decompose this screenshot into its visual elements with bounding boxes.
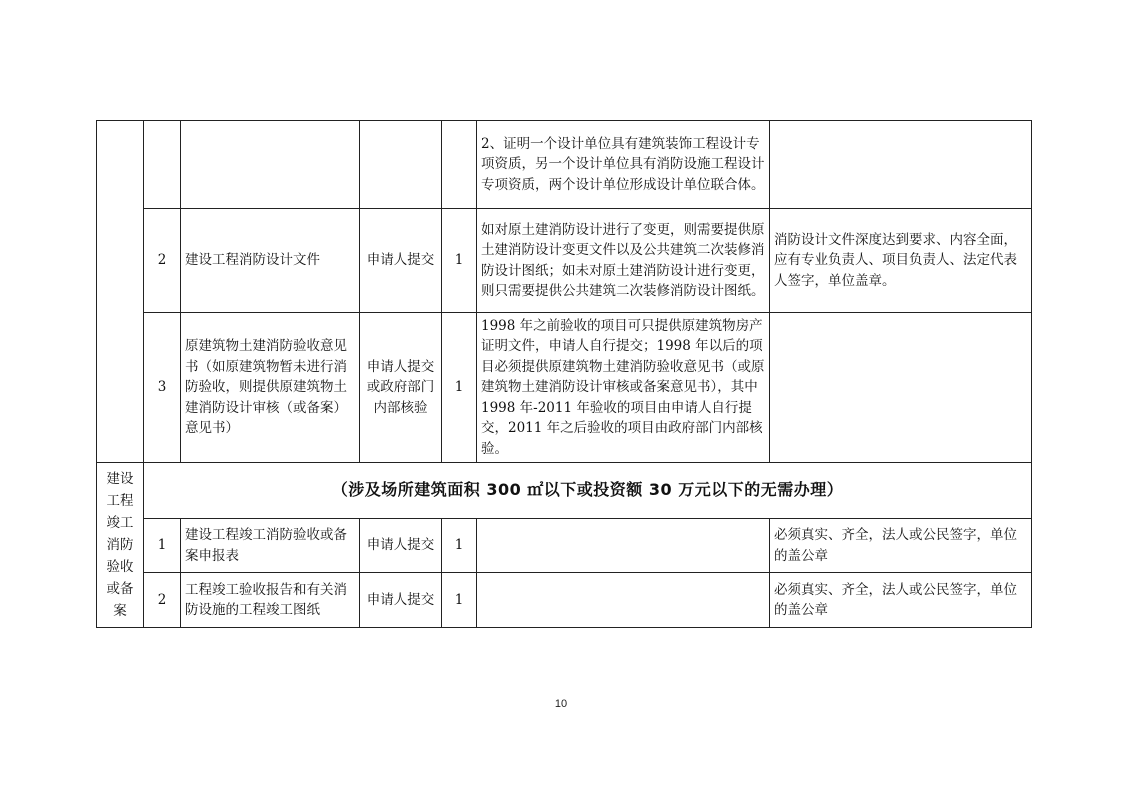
table-row (97, 573, 1032, 628)
copies-cell: 1 (442, 209, 477, 313)
copies-cell: 1 (442, 313, 477, 463)
copies-cell: 1 (442, 573, 477, 628)
source-cell: 申请人提交 (360, 209, 442, 313)
source-cell: 申请人提交 (360, 519, 442, 573)
explanation-cell: 1998 年之前验收的项目可只提供原建筑物房产证明文件，申请人自行提交；1998 年以后的项目必须提供原建筑物土建消防验收意见书（或原建筑物土建消防设计审核或备案意见书），其中 1998 年-2011 年验收的项目由申请人自行提交，2011 年之后验收的项目由政府部门内部核验。 (477, 313, 770, 463)
explanation-cell: 2、证明一个设计单位具有建筑装饰工程设计专项资质，另一个设计单位具有消防设施工程设计专项资质，两个设计单位形成设计单位联合体。 (477, 121, 770, 209)
copies-cell: 1 (442, 519, 477, 573)
explanation-cell (477, 519, 770, 573)
source-cell (360, 121, 442, 209)
source-cell: 申请人提交 (360, 573, 442, 628)
seq-cell: 1 (144, 519, 181, 573)
table-row (97, 463, 1032, 519)
material-cell: 原建筑物土建消防验收意见书（如原建筑物暂未进行消防验收，则提供原建筑物土建消防设计审核（或备案）意见书） (181, 313, 360, 463)
copies-cell (442, 121, 477, 209)
seq-cell: 3 (144, 313, 181, 463)
requirement-cell: 消防设计文件深度达到要求、内容全面，应有专业负责人、项目负责人、法定代表人签字，单位盖章。 (770, 209, 1032, 313)
table-row (97, 121, 1032, 209)
table-row (97, 519, 1032, 573)
seq-cell: 2 (144, 573, 181, 628)
table-row (97, 209, 1032, 313)
requirement-cell (770, 313, 1032, 463)
section-note: （涉及场所建筑面积 300 ㎡以下或投资额 30 万元以下的无需办理） (144, 463, 1032, 519)
page-number: 10 (554, 698, 568, 710)
source-cell: 申请人提交或政府部门内部核验 (360, 313, 442, 463)
material-cell: 建设工程竣工消防验收或备案申报表 (181, 519, 360, 573)
seq-cell: 2 (144, 209, 181, 313)
seq-cell (144, 121, 181, 209)
material-cell (181, 121, 360, 209)
material-cell: 工程竣工验收报告和有关消防设施的工程竣工图纸 (181, 573, 360, 628)
material-cell: 建设工程消防设计文件 (181, 209, 360, 313)
section-name-cell: 建设工程竣工消防验收或备案 (97, 463, 144, 628)
requirement-cell (770, 121, 1032, 209)
explanation-cell (477, 573, 770, 628)
table-row (97, 313, 1032, 463)
explanation-cell: 如对原土建消防设计进行了变更，则需要提供原土建消防设计变更文件以及公共建筑二次装修消防设计图纸；如未对原土建消防设计进行变更，则只需要提供公共建筑二次装修消防设计图纸。 (477, 209, 770, 313)
section-name-cell (97, 121, 144, 463)
requirement-cell: 必须真实、齐全，法人或公民签字，单位的盖公章 (770, 519, 1032, 573)
materials-table (96, 120, 1032, 628)
requirement-cell: 必须真实、齐全，法人或公民签字，单位的盖公章 (770, 573, 1032, 628)
